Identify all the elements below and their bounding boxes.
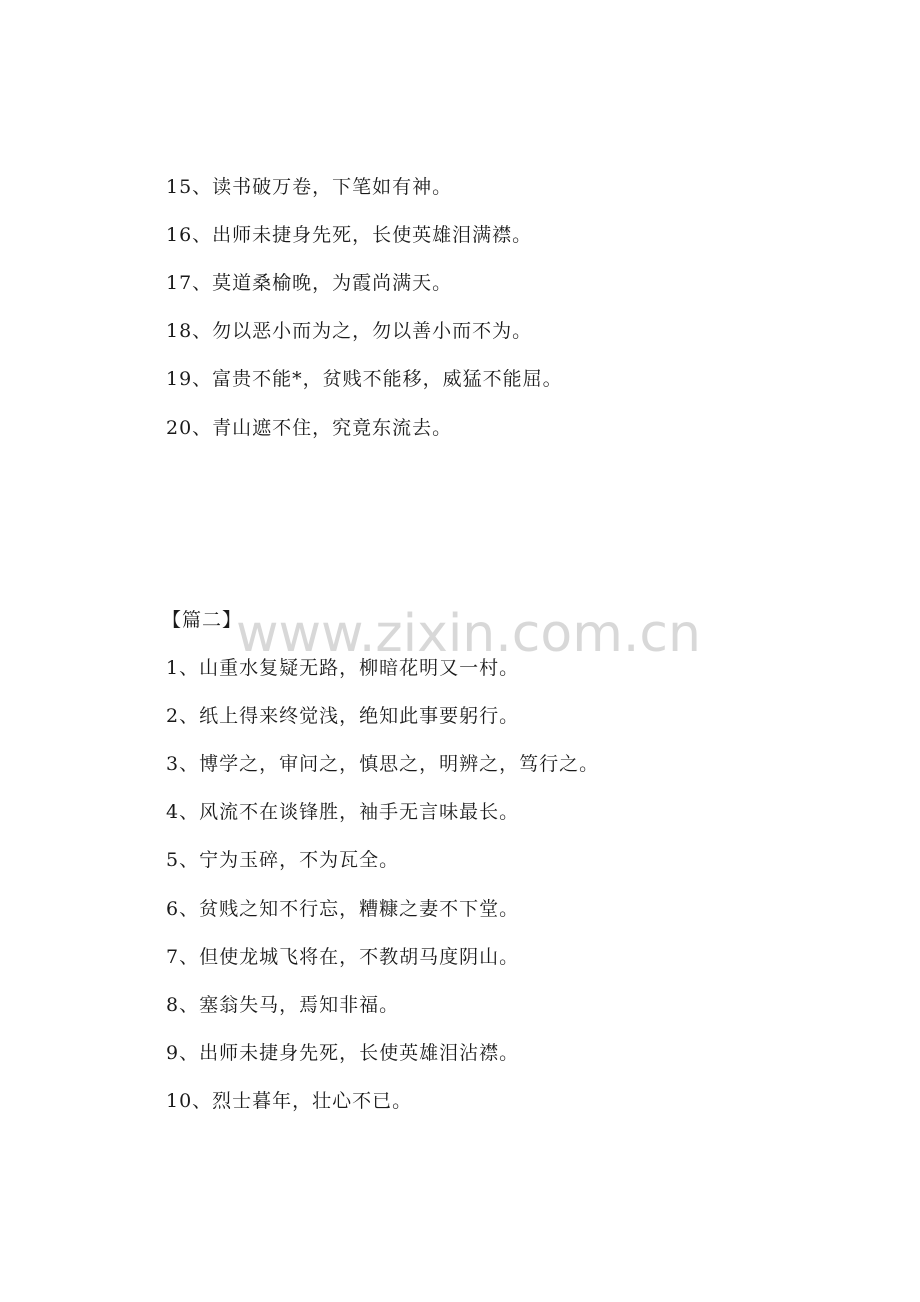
list-item: 8、塞翁失马，焉知非福。 <box>166 994 400 1016</box>
list-item: 2、纸上得来终觉浅，绝知此事要躬行。 <box>166 705 520 727</box>
list-item: 10、烈士暮年，壮心不已。 <box>166 1090 413 1112</box>
list-item: 5、宁为玉碎，不为瓦全。 <box>166 849 400 871</box>
list-item: 6、贫贱之知不行忘，糟糠之妻不下堂。 <box>166 898 520 920</box>
list-item: 3、博学之，审问之，慎思之，明辨之，笃行之。 <box>166 753 600 775</box>
list-item: 1、山重水复疑无路，柳暗花明又一村。 <box>166 657 520 679</box>
list-item: 4、风流不在谈锋胜，袖手无言味最长。 <box>166 801 520 823</box>
list-item: 17、莫道桑榆晚，为霞尚满天。 <box>166 272 453 294</box>
list-item: 16、出师未捷身先死，长使英雄泪满襟。 <box>166 224 533 246</box>
list-item: 19、富贵不能*，贫贱不能移，威猛不能屈。 <box>166 368 563 390</box>
list-item: 20、青山遮不住，究竟东流去。 <box>166 417 453 439</box>
list-item: 15、读书破万卷，下笔如有神。 <box>166 176 453 198</box>
watermark: www.zixin.com.cn <box>236 604 701 664</box>
list-item: 18、勿以恶小而为之，勿以善小而不为。 <box>166 320 533 342</box>
list-item: 7、但使龙城飞将在，不教胡马度阴山。 <box>166 946 520 968</box>
section-heading: 【篇二】 <box>162 609 243 631</box>
list-item: 9、出师未捷身先死，长使英雄泪沾襟。 <box>166 1042 520 1064</box>
